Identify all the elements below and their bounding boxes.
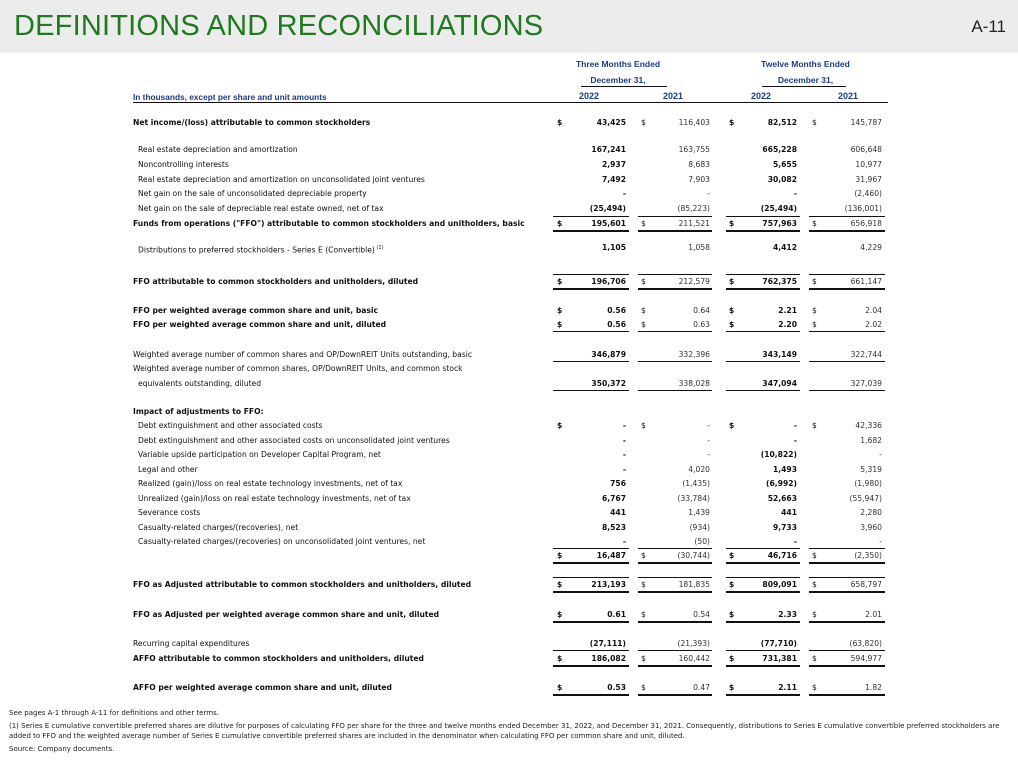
table-cell: (55,947)	[849, 494, 882, 503]
table-cell: -	[622, 465, 626, 474]
table-cell: 1,682	[860, 436, 882, 445]
table-cell: -	[793, 189, 797, 198]
dollar-sign: $	[557, 306, 563, 315]
table-rule	[809, 288, 885, 290]
table-cell: 757,963	[762, 219, 797, 228]
dollar-sign: $	[557, 118, 563, 127]
table-cell: 346,879	[591, 350, 626, 359]
dollar-sign: $	[641, 654, 646, 663]
table-cell: 0.47	[693, 683, 710, 692]
table-rule	[726, 694, 800, 696]
row-label: Realized (gain)/loss on real estate technology investments, net of tax	[138, 479, 403, 488]
group-underline-three-months	[581, 86, 667, 87]
table-cell: 212,579	[678, 277, 710, 286]
row-label: AFFO per weighted average common share and unit, diluted	[133, 683, 392, 692]
table-rule	[809, 230, 885, 232]
table-rule	[638, 216, 712, 217]
row-label: Net income/(loss) attributable to common stockholders	[133, 118, 371, 127]
group-header-three-months-line1: Three Months Ended	[575, 59, 661, 69]
table-rule	[726, 621, 800, 623]
table-cell: (27,111)	[589, 639, 626, 648]
footnote-1: (1) Series E cumulative convertible preferred shares are dilutive for purposes of calculating FFO per share for the three and twelve months ended December 31, 2022, and December 31, 2021. Consequently, distributions to Series E cumulative convertible preferred stockholders are added to FFO and the weighted average number of Series E cumulative convertible preferred shares are included in the denominator when calculating FFO per common share and unit, diluted.	[9, 722, 1000, 740]
dollar-sign: $	[729, 320, 735, 329]
table-rule	[638, 562, 712, 564]
table-cell: 0.53	[607, 683, 626, 692]
table-cell: 762,375	[762, 277, 797, 286]
table-cell: 1,439	[688, 508, 710, 517]
dollar-sign: $	[641, 219, 646, 228]
table-cell: 350,372	[591, 379, 626, 388]
dollar-sign: $	[729, 683, 735, 692]
table-cell: 10,977	[855, 160, 882, 169]
table-cell: (1,980)	[854, 479, 882, 488]
table-cell: (77,710)	[760, 639, 797, 648]
table-rule	[553, 361, 629, 362]
table-rule	[638, 665, 712, 667]
row-label: Distributions to preferred stockholders - Series E (Convertible) $^{(1)}$	[138, 245, 384, 255]
table-rule	[726, 230, 800, 232]
table-cell: 756	[610, 479, 626, 488]
table-cell: 2.33	[778, 610, 797, 619]
dollar-sign: $	[641, 306, 646, 315]
table-rule	[553, 288, 629, 290]
table-rule	[553, 621, 629, 623]
dollar-sign: $	[641, 683, 646, 692]
dollar-sign: $	[812, 654, 817, 663]
dollar-sign: $	[557, 421, 563, 430]
table-cell: 82,512	[767, 118, 797, 127]
table-cell: 46,716	[767, 551, 797, 560]
table-cell: 327,039	[850, 379, 882, 388]
dollar-sign: $	[641, 610, 646, 619]
table-rule	[553, 274, 629, 275]
table-cell: 2.11	[778, 683, 797, 692]
dollar-sign: $	[729, 610, 735, 619]
table-cell: (33,784)	[677, 494, 710, 503]
dollar-sign: $	[729, 306, 735, 315]
table-rule	[809, 650, 885, 651]
table-rule	[553, 694, 629, 696]
table-cell: 116,403	[678, 118, 710, 127]
table-cell: 1.82	[865, 683, 882, 692]
table-rule	[809, 216, 885, 217]
group-header-three-months-line2: December 31,	[590, 75, 646, 85]
row-label: Impact of adjustments to FFO:	[133, 407, 264, 416]
dollar-sign: $	[729, 277, 735, 286]
table-cell: -	[622, 450, 626, 459]
table-cell: -	[793, 436, 797, 445]
table-cell: 0.64	[693, 306, 710, 315]
dollar-sign: $	[812, 683, 817, 692]
reconciliation-table	[0, 55, 1018, 705]
table-cell: 9,733	[772, 523, 797, 532]
row-label: FFO per weighted average common share and unit, diluted	[133, 320, 387, 329]
row-label: FFO as Adjusted attributable to common stockholders and unitholders, diluted	[133, 580, 472, 589]
dollar-sign: $	[812, 277, 817, 286]
row-label: Real estate depreciation and amortization	[138, 145, 298, 154]
table-cell: -	[622, 537, 626, 546]
table-cell: 42,336	[855, 421, 882, 430]
table-cell: 0.56	[607, 320, 626, 329]
dollar-sign: $	[812, 551, 817, 560]
table-cell: 8,523	[601, 523, 626, 532]
dollar-sign: $	[812, 306, 817, 315]
table-cell: (136,001)	[844, 204, 882, 213]
row-label: Noncontrolling interests	[138, 160, 229, 169]
table-cell: 2,280	[860, 508, 882, 517]
table-rule	[809, 331, 885, 332]
year-header-y-2021: 2021	[837, 91, 859, 101]
table-cell: (10,822)	[760, 450, 797, 459]
dollar-sign: $	[641, 421, 646, 430]
dollar-sign: $	[812, 219, 817, 228]
table-cell: 0.56	[607, 306, 626, 315]
table-rule	[638, 650, 712, 651]
table-rule	[726, 390, 800, 391]
table-cell: 195,601	[591, 219, 626, 228]
table-cell: 332,396	[678, 350, 710, 359]
table-cell: (63,820)	[849, 639, 882, 648]
page-title: DEFINITIONS AND RECONCILIATIONS	[14, 10, 544, 42]
dollar-sign: $	[729, 118, 735, 127]
table-rule	[553, 591, 629, 593]
year-header-y-2022: 2022	[750, 91, 772, 101]
table-cell: (934)	[689, 523, 710, 532]
group-underline-twelve-months	[762, 86, 846, 87]
table-rule	[809, 361, 885, 362]
table-cell: -	[707, 436, 710, 445]
table-rule	[809, 548, 885, 549]
table-cell: (6,992)	[766, 479, 797, 488]
table-cell: 5,319	[860, 465, 882, 474]
year-header-q-2022: 2022	[578, 91, 600, 101]
row-label: Weighted average number of common shares, OP/DownREIT Units, and common stock	[133, 364, 463, 373]
table-cell: (2,460)	[854, 189, 882, 198]
dollar-sign: $	[812, 320, 817, 329]
table-cell: -	[793, 421, 797, 430]
page-number: A-11	[971, 17, 1006, 36]
table-rule	[638, 577, 712, 578]
table-cell: (30,744)	[677, 551, 710, 560]
table-rule	[638, 548, 712, 549]
table-cell: (2,350)	[854, 551, 882, 560]
dollar-sign: $	[729, 219, 735, 228]
table-rule	[638, 694, 712, 696]
table-rule	[638, 274, 712, 275]
table-cell: 2.21	[778, 306, 797, 315]
table-rule	[726, 665, 800, 667]
table-cell: 163,755	[678, 145, 710, 154]
table-cell: -	[707, 450, 710, 459]
table-cell: 213,193	[591, 580, 626, 589]
table-rule	[638, 361, 712, 362]
table-cell: 3,960	[860, 523, 882, 532]
table-cell: 0.63	[693, 320, 710, 329]
dollar-sign: $	[557, 320, 563, 329]
table-rule	[553, 562, 629, 564]
table-cell: 196,706	[591, 277, 626, 286]
table-rule	[726, 331, 800, 332]
table-cell: 145,787	[850, 118, 882, 127]
table-cell: 43,425	[596, 118, 626, 127]
table-cell: 731,381	[762, 654, 797, 663]
table-cell: 8,683	[688, 160, 710, 169]
dollar-sign: $	[812, 421, 817, 430]
table-rule	[638, 230, 712, 232]
table-rule	[809, 621, 885, 623]
table-cell: 1,105	[601, 243, 626, 252]
table-cell: 343,149	[762, 350, 797, 359]
table-cell: -	[622, 421, 626, 430]
row-label: Recurring capital expenditures	[133, 639, 250, 648]
table-cell: 4,229	[860, 243, 882, 252]
table-cell: (25,494)	[589, 204, 626, 213]
dollar-sign: $	[812, 610, 817, 619]
dollar-sign: $	[641, 580, 646, 589]
table-rule	[553, 650, 629, 651]
footnotes	[9, 708, 1009, 757]
table-cell: 441	[781, 508, 797, 517]
row-label: Variable upside participation on Developer Capital Program, net	[138, 450, 381, 459]
table-cell: 16,487	[596, 551, 626, 560]
group-header-twelve-months-line2: December 31,	[777, 75, 834, 85]
table-rule	[553, 216, 629, 217]
table-rule	[809, 274, 885, 275]
table-cell: -	[879, 450, 882, 459]
row-label: AFFO attributable to common stockholders and unitholders, diluted	[133, 654, 424, 663]
table-rule	[553, 390, 629, 391]
table-rule	[638, 621, 712, 623]
table-cell: (21,393)	[677, 639, 710, 648]
dollar-sign: $	[557, 610, 563, 619]
table-rule	[726, 577, 800, 578]
table-cell: 2.01	[865, 610, 882, 619]
row-label: Net gain on the sale of unconsolidated depreciable property	[138, 189, 367, 198]
table-cell: (50)	[694, 537, 710, 546]
row-label: Weighted average number of common shares and OP/DownREIT Units outstanding, basic	[133, 350, 473, 359]
dollar-sign: $	[557, 277, 563, 286]
table-cell: 2,937	[601, 160, 626, 169]
table-rule	[809, 591, 885, 593]
row-label: FFO attributable to common stockholders and unitholders, diluted	[133, 277, 419, 286]
footnote-source: Source: Company documents.	[9, 745, 115, 753]
table-rule	[809, 562, 885, 564]
table-cell: 31,967	[855, 175, 882, 184]
dollar-sign: $	[557, 683, 563, 692]
table-cell: 30,082	[767, 175, 797, 184]
table-cell: 656,918	[850, 219, 882, 228]
table-cell: 1,493	[772, 465, 797, 474]
row-label: FFO per weighted average common share and unit, basic	[133, 306, 379, 315]
table-rule	[726, 650, 800, 651]
footnote-see-pages: See pages A-1 through A-11 for definitions and other terms.	[9, 709, 219, 717]
row-label: Severance costs	[138, 508, 201, 517]
dollar-sign: $	[641, 320, 646, 329]
table-cell: 211,521	[678, 219, 710, 228]
table-cell: 4,412	[772, 243, 797, 252]
table-rule	[726, 591, 800, 593]
dollar-sign: $	[641, 277, 646, 286]
table-cell: 347,094	[762, 379, 797, 388]
table-rule	[726, 361, 800, 362]
dollar-sign: $	[557, 654, 563, 663]
dollar-sign: $	[812, 118, 817, 127]
row-label: Real estate depreciation and amortization on unconsolidated joint ventures	[138, 175, 425, 184]
table-cell: 658,797	[850, 580, 882, 589]
table-rule	[726, 562, 800, 564]
table-cell: -	[622, 189, 626, 198]
table-cell: 4,020	[688, 465, 710, 474]
table-cell: 594,977	[850, 654, 882, 663]
row-label: Funds from operations ("FFO") attributable to common stockholders and unitholders, basic	[133, 219, 525, 228]
row-label: equivalents outstanding, diluted	[138, 379, 262, 388]
table-cell: -	[793, 537, 797, 546]
table-cell: 809,091	[762, 580, 797, 589]
table-rule	[638, 591, 712, 593]
row-label: Unrealized (gain)/loss on real estate technology investments, net of tax	[138, 494, 411, 503]
table-cell: -	[707, 421, 710, 430]
table-cell: 441	[610, 508, 626, 517]
dollar-sign: $	[641, 118, 646, 127]
table-cell: 2.20	[778, 320, 797, 329]
table-cell: (25,494)	[760, 204, 797, 213]
table-cell: 6,767	[601, 494, 626, 503]
table-cell: 7,903	[688, 175, 710, 184]
table-rule	[553, 230, 629, 232]
table-cell: 661,147	[850, 277, 882, 286]
dollar-sign: $	[729, 551, 735, 560]
dollar-sign: $	[557, 551, 563, 560]
table-rule	[553, 548, 629, 549]
table-rule	[809, 390, 885, 391]
table-cell: 338,028	[678, 379, 710, 388]
table-rule	[726, 548, 800, 549]
table-rule	[809, 665, 885, 667]
table-cell: 186,082	[591, 654, 626, 663]
dollar-sign: $	[812, 580, 817, 589]
row-label: Net gain on the sale of depreciable real estate owned, net of tax	[138, 204, 384, 213]
table-cell: -	[622, 436, 626, 445]
units-label: In thousands, except per share and unit amounts	[133, 92, 327, 102]
dollar-sign: $	[557, 219, 563, 228]
table-rule	[809, 694, 885, 696]
table-cell: 181,835	[678, 580, 710, 589]
table-cell: (1,435)	[682, 479, 710, 488]
table-cell: 1,058	[688, 243, 710, 252]
table-rule	[553, 331, 629, 332]
row-label: FFO as Adjusted per weighted average common share and unit, diluted	[133, 610, 440, 619]
row-label: Debt extinguishment and other associated costs	[138, 421, 323, 430]
page-header	[0, 0, 1018, 53]
table-cell: 0.54	[693, 610, 710, 619]
row-label: Casualty-related charges/(recoveries) on unconsolidated joint ventures, net	[138, 537, 426, 546]
table-cell: 2.04	[865, 306, 882, 315]
row-label: Debt extinguishment and other associated costs on unconsolidated joint ventures	[138, 436, 450, 445]
row-label: Casualty-related charges/(recoveries), net	[138, 523, 299, 532]
table-cell: 2.02	[865, 320, 882, 329]
table-rule	[726, 288, 800, 290]
table-rule	[553, 577, 629, 578]
table-cell: 5,655	[772, 160, 797, 169]
table-cell: 322,744	[850, 350, 882, 359]
table-cell: (85,223)	[677, 204, 710, 213]
table-cell: 606,648	[850, 145, 882, 154]
table-cell: 0.61	[607, 610, 626, 619]
dollar-sign: $	[641, 551, 646, 560]
table-rule	[638, 331, 712, 332]
table-rule	[726, 274, 800, 275]
table-rule	[638, 288, 712, 290]
group-header-twelve-months-line1: Twelve Months Ended	[761, 59, 850, 69]
table-cell: -	[879, 537, 882, 546]
table-rule	[553, 665, 629, 667]
table-cell: 7,492	[601, 175, 626, 184]
table-cell: 160,442	[678, 654, 710, 663]
table-rule	[726, 216, 800, 217]
year-header-q-2021: 2021	[662, 91, 684, 101]
table-cell: 52,663	[767, 494, 797, 503]
table-cell: 167,241	[591, 145, 626, 154]
header-underline	[133, 102, 888, 103]
dollar-sign: $	[729, 421, 735, 430]
table-cell: 665,228	[762, 145, 797, 154]
table-rule	[638, 390, 712, 391]
dollar-sign: $	[729, 654, 735, 663]
table-cell: -	[707, 189, 710, 198]
dollar-sign: $	[729, 580, 735, 589]
footnote-ref: (1)	[374, 245, 384, 251]
row-label: Legal and other	[138, 465, 198, 474]
table-rule	[809, 577, 885, 578]
dollar-sign: $	[557, 580, 563, 589]
